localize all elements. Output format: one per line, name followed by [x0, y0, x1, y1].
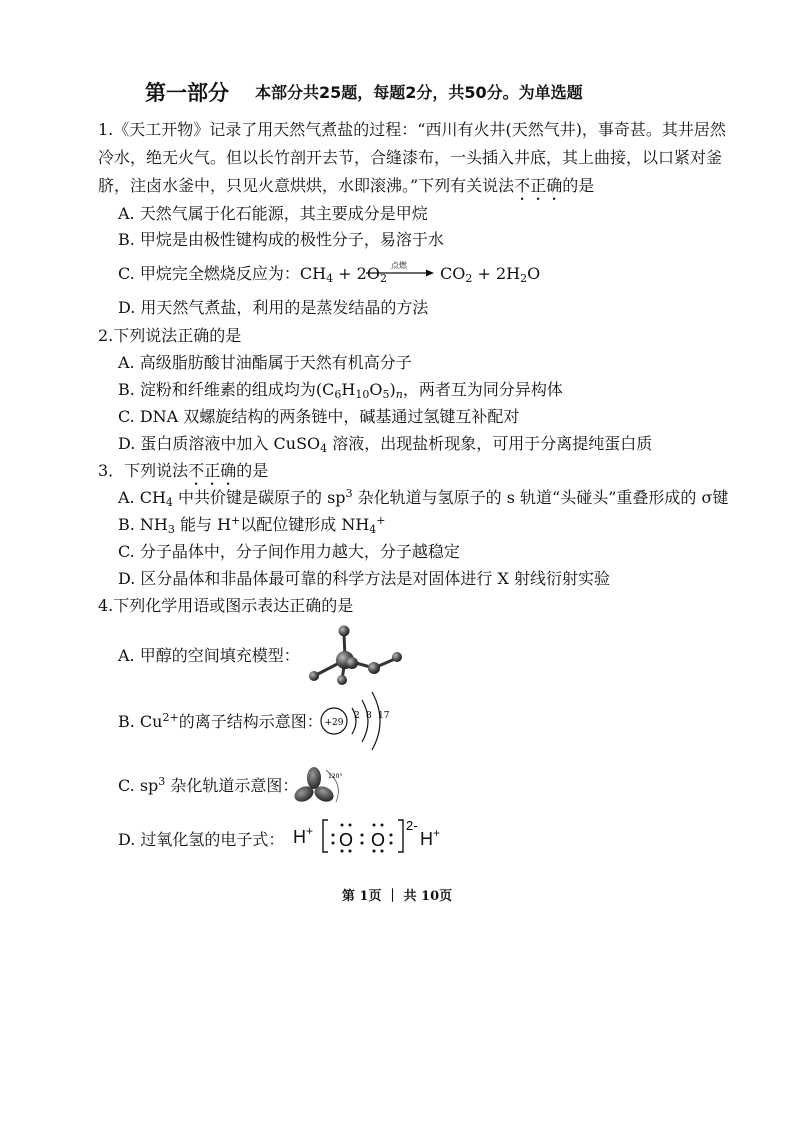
nucleus-charge: +29: [324, 718, 344, 728]
h-ion-left: H+: [293, 824, 314, 847]
section-title: 第一部分: [145, 81, 229, 105]
q4-option-c: C. $sp^3$ 杂化轨道示意图：: [118, 775, 299, 795]
oxygen-atom-1: O: [338, 830, 354, 850]
sp3-orbital-diagram: [292, 764, 358, 808]
cu2plus-ion-structure-diagram: [316, 688, 396, 756]
q2-stem: 2.下列说法正确的是: [98, 326, 242, 345]
q4-option-d: D. 过氧化氢的电子式：: [118, 830, 285, 849]
q4-option-a: A. 甲醇的空间填充模型：: [118, 646, 300, 665]
q1-option-b: B. 甲烷是由极性键构成的极性分子，易溶于水: [118, 230, 444, 249]
emphasis-not-correct: 不正确: [188, 461, 237, 480]
q1-option-c-products: $CO_2 + 2H_2O$: [440, 264, 541, 285]
q3-option-c: C. 分子晶体中，分子间作用力越大，分子越稳定: [118, 542, 460, 561]
q4-option-b: B. $Cu^{2+}$的离子结构示意图：: [118, 711, 323, 731]
shell-electrons-1: 2: [354, 711, 360, 721]
shell-electrons-3: 17: [378, 711, 390, 721]
q3-stem: 3．下列说法不正确的是: [98, 461, 269, 480]
reaction-arrow: [364, 268, 436, 278]
q1-option-a: A. 天然气属于化石能源，其主要成分是甲烷: [118, 204, 428, 223]
shell-electrons-2: 8: [366, 711, 372, 721]
q1-stem-line1: 1.《天工开物》记录了用天然气煮盐的过程：“西川有火井(天然气井)，事奇甚。其井居然: [98, 120, 726, 139]
q3-option-b: B. $NH_3$ 能与 H+以配位键形成 $NH_4^+$: [118, 514, 386, 536]
methanol-space-filling-model: [300, 620, 410, 688]
page-footer: 第 1页 ｜ 共 10页: [341, 889, 453, 904]
q2-option-b: B. 淀粉和纤维素的组成均为$(C_6H_{10}O_5)_n$，两者互为同分异构体: [118, 380, 563, 401]
q3-option-d: D. 区分晶体和非晶体最可靠的科学方法是对固体进行 X 射线衍射实验: [118, 569, 610, 588]
bond-angle-label: 120°: [328, 773, 343, 780]
h-ion-right: H+: [420, 826, 441, 849]
q1-stem-line3: 脐，注卤水釜中，只见火意烘烘，水即滚沸。”下列有关说法不正确的是: [98, 176, 595, 195]
q2-option-a: A. 高级脂肪酸甘油酯属于天然有机高分子: [118, 353, 412, 372]
q1-option-d: D. 用天然气煮盐，利用的是蒸发结晶的方法: [118, 298, 429, 317]
emphasis-not-correct: 不正确: [514, 176, 563, 195]
q1-stem-line2: 冷水，绝无火气。但以长竹剖开去节，合缝漆布，一头插入井底，其上曲接，以口紧对釜: [98, 148, 723, 167]
oxygen-atom-2: O: [370, 830, 386, 850]
section-note: 本部分共25题，每题2分，共50分。为单选题: [255, 83, 583, 102]
q4-stem: 4.下列化学用语或图示表达正确的是: [98, 596, 354, 615]
ion-charge: 2-: [406, 818, 418, 833]
q2-option-c: C. DNA 双螺旋结构的两条链中，碱基通过氢键互补配对: [118, 407, 520, 426]
q1-option-c: C. 甲烷完全燃烧反应为：$CH_4 + 2O_2$: [118, 264, 387, 285]
q2-option-d: D. 蛋白质溶液中加入 CuSO$_4$ 溶液，出现盐析现象，可用于分离提纯蛋白质: [118, 434, 653, 455]
q3-option-a: A. $CH_4$ 中共价键是碳原子的 $sp^3$ 杂化轨道与氢原子的 s 轨道“头碰头”重叠形成的 σ键: [118, 487, 729, 509]
reaction-condition: 点燃: [391, 261, 407, 270]
